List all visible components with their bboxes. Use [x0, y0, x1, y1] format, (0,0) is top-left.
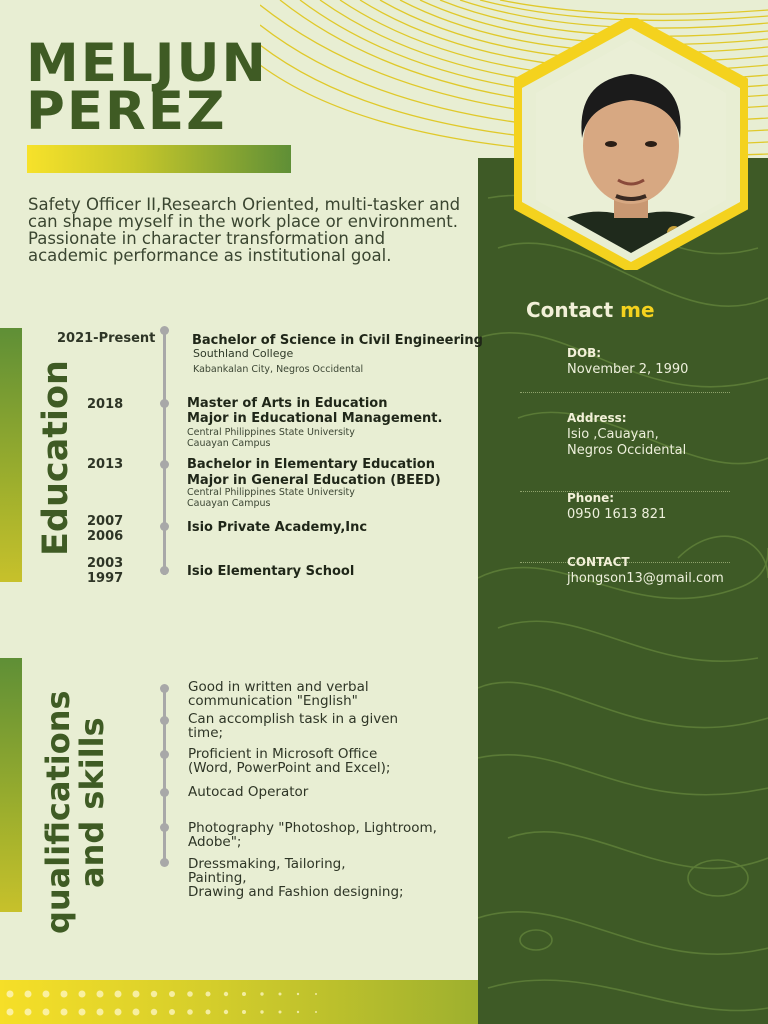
education-year: 2013: [87, 457, 124, 472]
divider: [520, 491, 730, 492]
profile-photo: [514, 18, 748, 270]
education-major: Major in General Education (BEED): [187, 473, 441, 488]
timeline-dot: [160, 788, 169, 797]
skills-timeline-line: [163, 688, 166, 866]
education-location: Cauayan Campus: [187, 498, 271, 509]
skill-text: communication "English": [188, 693, 358, 709]
education-degree: Bachelor of Science in Civil Engineering: [192, 333, 483, 348]
skill-text: Can accomplish task in a given: [188, 711, 399, 727]
education-tab-bar: [0, 328, 22, 582]
education-school: Central Philippines State University: [187, 427, 355, 438]
name-last: PEREZ: [26, 81, 227, 142]
skill-text: Photography "Photoshop, Lightroom,: [188, 820, 437, 836]
skill-text: Adobe";: [188, 834, 242, 850]
education-location: Kabankalan City, Negros Occidental: [193, 364, 364, 375]
education-degree: Bachelor in Elementary Education: [187, 457, 435, 472]
address-line2: Negros Occidental: [567, 443, 687, 458]
footer-strip: [0, 980, 478, 1024]
address-line1: Isio ,Cauayan,: [567, 427, 659, 442]
contour-pattern: [478, 158, 768, 1024]
dob-value: November 2, 1990: [567, 362, 689, 377]
contact-heading: [526, 298, 655, 322]
profile-summary: Safety Officer II,Research Oriented, multi-tasker and can shape myself in the work place or environment. Passionate in character transformation and academic performance as institutional goal.: [28, 195, 461, 265]
education-year-end: 2007: [87, 514, 124, 529]
skill-item: [188, 785, 478, 799]
contact-heading-accent: me: [620, 298, 655, 322]
timeline-dot: [160, 399, 169, 408]
skill-text: Dressmaking, Tailoring,: [188, 856, 346, 872]
education-school: Isio Private Academy,Inc: [187, 520, 368, 535]
contact-panel: [478, 158, 768, 1024]
education-heading: Education: [36, 360, 76, 556]
education-year-start: 2006: [87, 529, 124, 544]
dob-label: DOB:: [567, 346, 602, 360]
education-year-start: 1997: [87, 571, 124, 586]
skill-text: Good in written and verbal: [188, 679, 369, 695]
skills-heading-line1: qualifications: [39, 690, 77, 934]
email-label: CONTACT: [567, 555, 630, 569]
name-underline-bar: [27, 145, 291, 173]
skill-item: [188, 680, 478, 708]
email-value[interactable]: jhongson13@gmail.com: [567, 571, 724, 586]
skill-text: (Word, PowerPoint and Excel);: [188, 760, 391, 776]
name-first: MELJUN: [26, 33, 268, 94]
skill-item: [188, 712, 478, 740]
timeline-dot: [160, 684, 169, 693]
skills-heading-line2: and skills: [73, 717, 111, 888]
education-school: Central Philippines State University: [187, 487, 355, 498]
skill-item: [188, 857, 478, 899]
skill-text: time;: [188, 725, 224, 741]
education-location: Cauayan Campus: [187, 438, 271, 449]
divider: [520, 392, 730, 393]
timeline-dot: [160, 750, 169, 759]
phone-label: Phone:: [567, 491, 615, 505]
skill-text: Proficient in Microsoft Office: [188, 746, 378, 762]
skill-item: [188, 747, 478, 775]
skill-text: Painting,: [188, 870, 247, 886]
education-major: Major in Educational Management.: [187, 411, 443, 426]
dot-pattern: [0, 980, 478, 1024]
education-degree: Master of Arts in Education: [187, 396, 388, 411]
skill-text: Drawing and Fashion designing;: [188, 884, 404, 900]
education-year: 2021-Present: [57, 331, 156, 346]
timeline-dot: [160, 858, 169, 867]
timeline-dot: [160, 326, 169, 335]
timeline-dot: [160, 566, 169, 575]
education-year-end: 2003: [87, 556, 124, 571]
skill-text: Autocad Operator: [188, 784, 309, 800]
education-school: Southland College: [193, 347, 294, 360]
timeline-dot: [160, 823, 169, 832]
address-label: Address:: [567, 411, 627, 425]
skill-item: [188, 821, 478, 849]
timeline-dot: [160, 460, 169, 469]
education-year: 2018: [87, 397, 124, 412]
contact-heading-word: Contact: [526, 298, 614, 322]
education-school: Isio Elementary School: [187, 564, 355, 579]
phone-value: 0950 1613 821: [567, 507, 667, 522]
candidate-name: [26, 33, 268, 142]
education-timeline-line: [163, 330, 166, 575]
timeline-dot: [160, 522, 169, 531]
skills-tab-bar: [0, 658, 22, 912]
timeline-dot: [160, 716, 169, 725]
